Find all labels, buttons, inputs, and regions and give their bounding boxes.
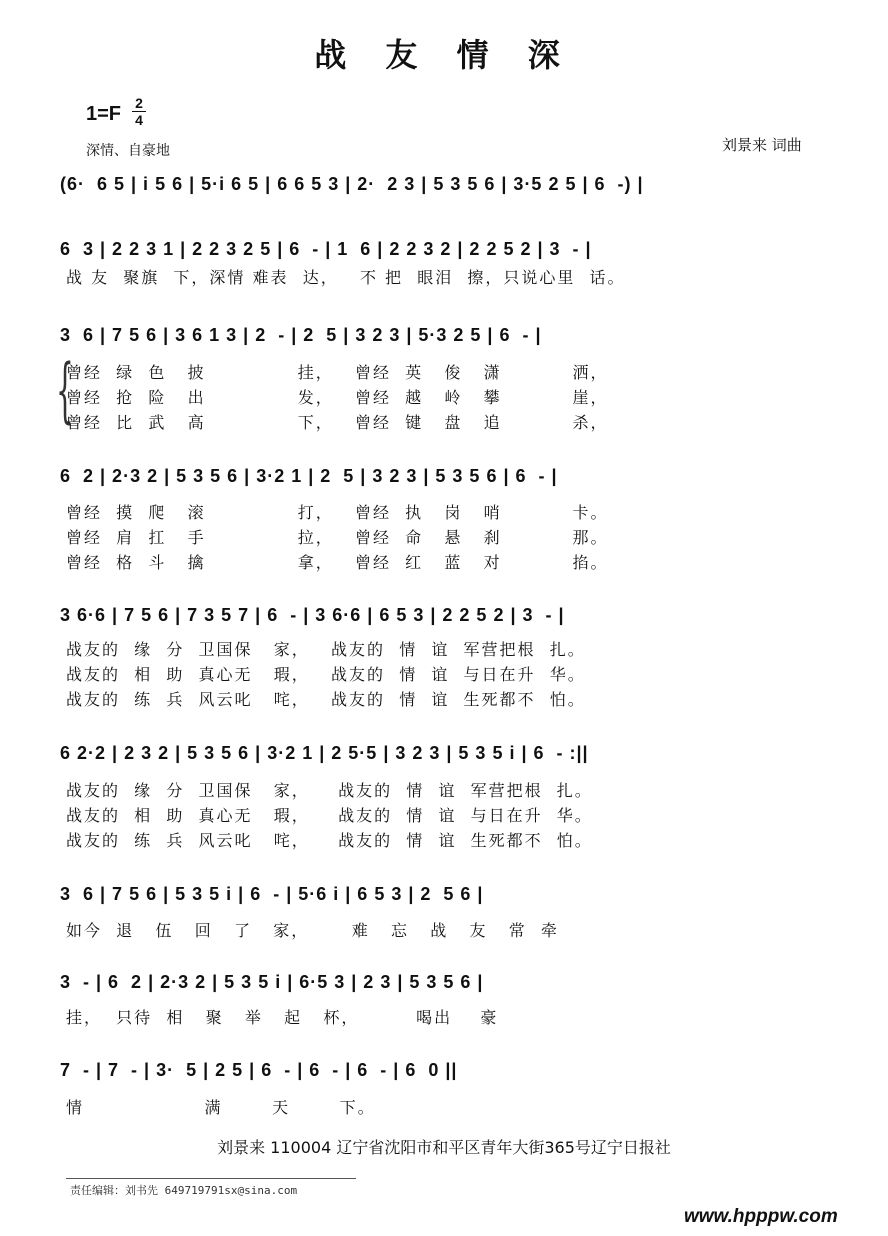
notation-row: 6 2·2 | 2 3 2 | 5 3 5 6 | 3·2 1 | 2 5·5 | 3 2 3 | 5 3 5 i | 6 - :|| <box>60 743 589 763</box>
lyric-line: 曾经 抢 险 出 发， 曾经 越 岭 攀 崖， <box>66 388 609 407</box>
website-watermark: www.hpppw.com <box>684 1206 838 1227</box>
lyric-line: 如今 退 伍 回 了 家， 难 忘 战 友 常 牵 <box>66 921 559 940</box>
time-signature <box>132 96 146 127</box>
contact-footer: 刘景来 110004 辽宁省沈阳市和平区青年大街365号辽宁日报社 <box>217 1138 671 1157</box>
notation-row: 3 6·6 | 7 5 6 | 7 3 5 7 | 6 - | 3 6·6 | 6 5 3 | 2 2 5 2 | 3 - | <box>60 605 565 625</box>
lyric-line: 战友的 练 兵 风云叱 咤， 战友的 情 谊 生死都不 怕。 <box>66 690 586 709</box>
editor-credit: 责任编辑：刘书先 649719791sx@sina.com <box>70 1184 298 1197</box>
lyric-line: 曾经 摸 爬 滚 打， 曾经 执 岗 哨 卡。 <box>66 503 609 522</box>
notation-row: 7 - | 7 - | 3· 5 | 2 5 | 6 - | 6 - | 6 - | 6 0 || <box>60 1060 458 1080</box>
divider <box>66 1178 356 1179</box>
lyric-line: 战友的 相 助 真心无 瑕， 战友的 情 谊 与日在升 华。 <box>66 806 593 825</box>
lyric-line: 战友的 缘 分 卫国保 家， 战友的 情 谊 军营把根 扎。 <box>66 781 593 800</box>
verse-brace: { <box>56 349 74 431</box>
time-sig-numerator: 2 <box>135 95 143 111</box>
key-signature: 1=F <box>86 103 122 125</box>
notation-row: 6 3 | 2 2 3 1 | 2 2 3 2 5 | 6 - | 1 6 | 2 2 3 2 | 2 2 5 2 | 3 - | <box>60 239 592 259</box>
lyric-line: 战友的 相 助 真心无 瑕， 战友的 情 谊 与日在升 华。 <box>66 665 586 684</box>
lyric-line: 战 友 聚旗 下，深情 难表 达， 不 把 眼泪 擦，只说心里 话。 <box>66 268 626 287</box>
lyric-line: 情 满 天 下。 <box>66 1098 376 1117</box>
song-title: 战 友 情 深 <box>314 36 574 74</box>
lyric-line: 曾经 肩 扛 手 拉， 曾经 命 悬 刹 那。 <box>66 528 609 547</box>
lyric-line: 曾经 格 斗 擒 拿， 曾经 红 蓝 对 掐。 <box>66 553 609 572</box>
lyric-line: 战友的 练 兵 风云叱 咤， 战友的 情 谊 生死都不 怕。 <box>66 831 593 850</box>
notation-row: 3 6 | 7 5 6 | 5 3 5 i | 6 - | 5·6 i | 6 5 3 | 2 5 6 | <box>60 884 484 904</box>
lyric-line: 挂， 只待 相 聚 举 起 杯， 喝出 豪 <box>66 1008 499 1027</box>
time-sig-denominator: 4 <box>135 112 143 128</box>
lyric-line: 战友的 缘 分 卫国保 家， 战友的 情 谊 军营把根 扎。 <box>66 640 586 659</box>
notation-row: (6· 6 5 | i 5 6 | 5·i 6 5 | 6 6 5 3 | 2· 2 3 | 5 3 5 6 | 3·5 2 5 | 6 -) | <box>60 174 644 194</box>
notation-row: 3 6 | 7 5 6 | 3 6 1 3 | 2 - | 2 5 | 3 2 3 | 5·3 2 5 | 6 - | <box>60 325 542 345</box>
author-credit: 刘景来 词曲 <box>722 136 802 154</box>
notation-row: 3 - | 6 2 | 2·3 2 | 5 3 5 i | 6·5 3 | 2 3 | 5 3 5 6 | <box>60 972 484 992</box>
lyric-line: 曾经 比 武 高 下， 曾经 键 盘 追 杀， <box>66 413 609 432</box>
tempo-marking: 深情、自豪地 <box>86 143 170 159</box>
notation-row: 6 2 | 2·3 2 | 5 3 5 6 | 3·2 1 | 2 5 | 3 2 3 | 5 3 5 6 | 6 - | <box>60 466 558 486</box>
lyric-line: 曾经 绿 色 披 挂， 曾经 英 俊 潇 洒， <box>66 363 609 382</box>
